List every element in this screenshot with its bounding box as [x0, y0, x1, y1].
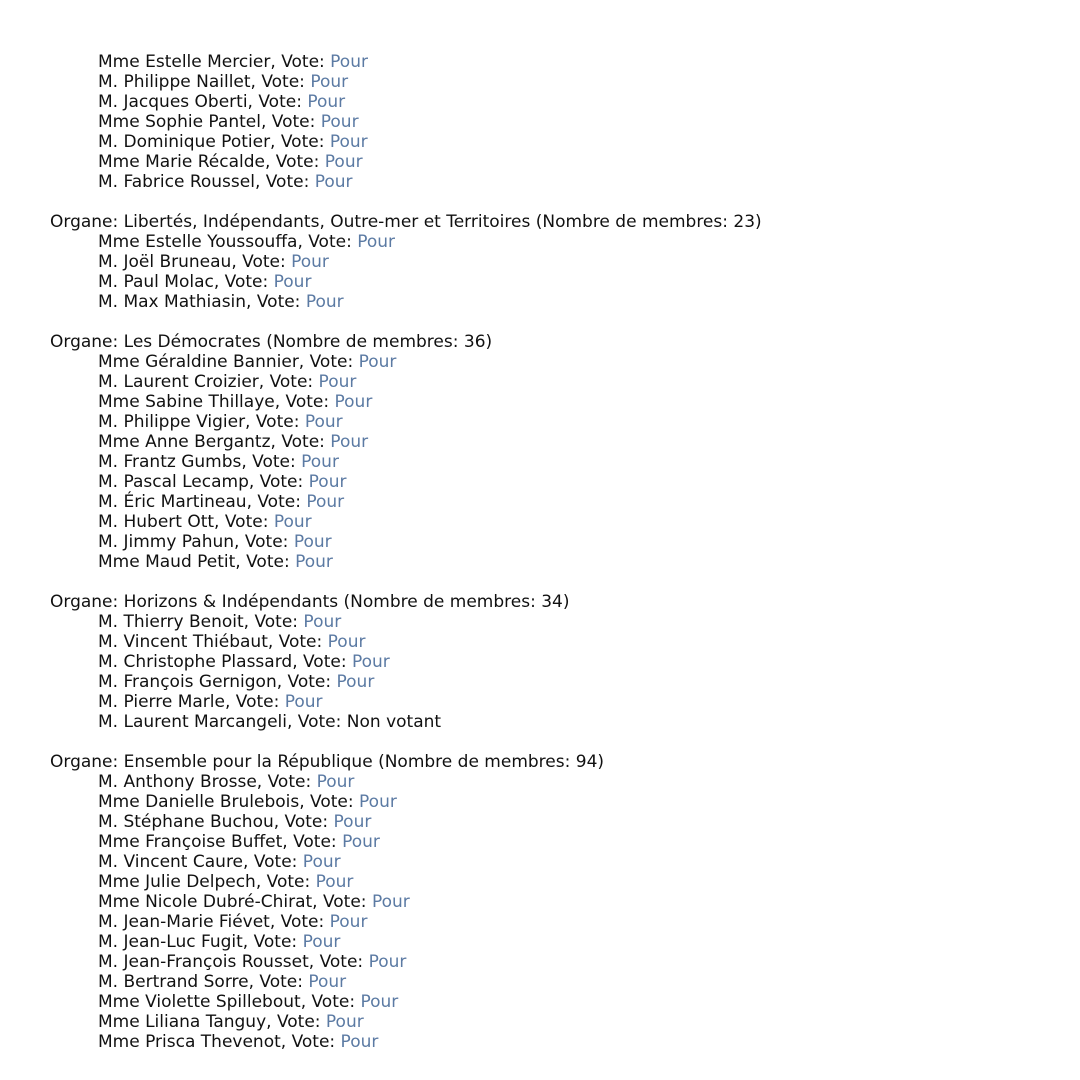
member-name: Mme Nicole Dubré-Chirat, Vote:	[98, 892, 372, 912]
organe-name: Horizons & Indépendants	[123, 592, 339, 612]
member-count-close: )	[755, 212, 762, 232]
member-vote-line	[50, 692, 1050, 712]
member-vote-line	[50, 672, 1050, 692]
member-vote-line	[50, 792, 1050, 812]
member-vote-line	[50, 292, 1050, 312]
member-vote-line	[50, 272, 1050, 292]
member-name: M. Hubert Ott, Vote:	[98, 512, 274, 532]
organe-heading	[50, 212, 1050, 232]
member-vote-line	[50, 412, 1050, 432]
member-name: M. François Gernigon, Vote:	[98, 672, 337, 692]
vote-value: Pour	[371, 892, 410, 912]
member-vote-line	[50, 952, 1050, 972]
vote-value: Pour	[295, 552, 333, 572]
member-vote-line	[50, 612, 1050, 632]
member-vote-line	[50, 932, 1050, 952]
member-name: Mme Sabine Thillaye, Vote:	[98, 392, 335, 412]
member-vote-line	[50, 772, 1050, 792]
vote-value: Pour	[273, 272, 312, 292]
organe-name: Libertés, Indépendants, Outre-mer et Territoires	[123, 212, 531, 232]
member-vote-line	[50, 172, 1050, 192]
vote-value: Pour	[358, 352, 397, 372]
member-name: Mme Maud Petit, Vote:	[98, 552, 296, 572]
group-spacer	[50, 192, 1050, 212]
vote-value: Pour	[302, 932, 341, 952]
member-vote-line	[50, 472, 1050, 492]
member-vote-line	[50, 512, 1050, 532]
member-name: M. Philippe Vigier, Vote:	[98, 412, 305, 432]
vote-value: Pour	[316, 772, 355, 792]
vote-value: Pour	[368, 952, 407, 972]
member-vote-line	[50, 872, 1050, 892]
member-vote-line	[50, 232, 1050, 252]
vote-value: Pour	[308, 472, 347, 492]
member-vote-line	[50, 1032, 1050, 1052]
member-name: M. Laurent Marcangeli, Vote:	[98, 712, 347, 732]
member-list-continued	[50, 52, 1050, 192]
member-count-label: (Nombre de membres:	[260, 332, 464, 352]
vote-value: Pour	[330, 432, 369, 452]
vote-value: Pour	[284, 692, 323, 712]
member-vote-line	[50, 132, 1050, 152]
member-name: M. Pascal Lecamp, Vote:	[98, 472, 309, 492]
vote-value: Pour	[342, 832, 380, 852]
vote-value: Pour	[334, 392, 373, 412]
vote-value: Pour	[305, 292, 344, 312]
member-name: M. Vincent Caure, Vote:	[98, 852, 303, 872]
vote-value: Pour	[324, 152, 363, 172]
member-name: M. Thierry Benoit, Vote:	[98, 612, 304, 632]
organe-name: Ensemble pour la République	[123, 752, 373, 772]
member-name: M. Anthony Brosse, Vote:	[98, 772, 317, 792]
vote-value: Pour	[327, 632, 366, 652]
organe-heading	[50, 332, 1050, 352]
member-name: M. Jacques Oberti, Vote:	[98, 92, 308, 112]
member-vote-line	[50, 552, 1050, 572]
organe-section	[50, 212, 1050, 312]
vote-value: Pour	[340, 1032, 379, 1052]
vote-value: Pour	[303, 612, 342, 632]
member-name: M. Vincent Thiébaut, Vote:	[98, 632, 328, 652]
member-vote-line	[50, 152, 1050, 172]
member-count-label: (Nombre de membres:	[338, 592, 542, 612]
vote-value: Pour	[293, 532, 332, 552]
member-vote-line	[50, 112, 1050, 132]
member-name: M. Éric Martineau, Vote:	[98, 492, 307, 512]
vote-value: Pour	[360, 992, 399, 1012]
member-name: Mme Prisca Thevenot, Vote:	[98, 1032, 341, 1052]
member-name: Mme Liliana Tanguy, Vote:	[98, 1012, 326, 1032]
vote-value: Pour	[357, 232, 396, 252]
member-name: Mme Violette Spillebout, Vote:	[98, 992, 361, 1012]
member-name: Mme Sophie Pantel, Vote:	[98, 112, 321, 132]
member-count: 36	[463, 332, 486, 352]
member-name: M. Christophe Plassard, Vote:	[98, 652, 352, 672]
member-name: M. Philippe Naillet, Vote:	[98, 72, 311, 92]
member-vote-line	[50, 432, 1050, 452]
member-vote-line	[50, 832, 1050, 852]
member-name: Mme Françoise Buffet, Vote:	[98, 832, 343, 852]
member-vote-line	[50, 72, 1050, 92]
member-name: M. Stéphane Buchou, Vote:	[98, 812, 334, 832]
vote-value: Pour	[329, 132, 368, 152]
member-name: M. Jean-François Rousset, Vote:	[98, 952, 369, 972]
member-vote-line	[50, 632, 1050, 652]
member-vote-line	[50, 352, 1050, 372]
member-name: M. Max Mathiasin, Vote:	[98, 292, 306, 312]
member-count: 23	[733, 212, 756, 232]
member-vote-line	[50, 92, 1050, 112]
member-count-close: )	[562, 592, 570, 612]
member-vote-line	[50, 532, 1050, 552]
group-spacer	[50, 732, 1050, 752]
organe-label: Organe:	[50, 592, 124, 612]
member-name: M. Frantz Gumbs, Vote:	[98, 452, 302, 472]
vote-value: Pour	[330, 52, 368, 72]
organe-heading	[50, 592, 1050, 612]
member-vote-line	[50, 892, 1050, 912]
member-name: M. Jimmy Pahun, Vote:	[98, 532, 294, 552]
organe-heading	[50, 752, 1050, 772]
member-vote-line	[50, 972, 1050, 992]
member-vote-line	[50, 812, 1050, 832]
vote-value: Pour	[307, 92, 346, 112]
member-name: Mme Julie Delpech, Vote:	[98, 872, 316, 892]
vote-value: Pour	[320, 112, 359, 132]
member-name: Mme Marie Récalde, Vote:	[98, 152, 325, 172]
member-name: M. Pierre Marle, Vote:	[98, 692, 285, 712]
member-name: M. Fabrice Roussel, Vote:	[98, 172, 315, 192]
member-name: M. Laurent Croizier, Vote:	[98, 372, 319, 392]
member-count: 94	[575, 752, 598, 772]
member-vote-line	[50, 252, 1050, 272]
vote-value: Pour	[302, 852, 341, 872]
vote-value: Pour	[336, 672, 375, 692]
member-name: M. Jean-Luc Fugit, Vote:	[98, 932, 303, 952]
organe-label: Organe:	[50, 752, 124, 772]
vote-value: Pour	[359, 792, 397, 812]
member-name: M. Joël Bruneau, Vote:	[98, 252, 292, 272]
vote-value: Pour	[308, 972, 347, 992]
member-vote-line	[50, 992, 1050, 1012]
organe-name: Les Démocrates	[123, 332, 261, 352]
member-name: Mme Anne Bergantz, Vote:	[98, 432, 331, 452]
vote-value: Pour	[304, 412, 343, 432]
member-name: M. Paul Molac, Vote:	[98, 272, 274, 292]
member-vote-line	[50, 52, 1050, 72]
organe-label: Organe:	[50, 212, 124, 232]
member-vote-line	[50, 492, 1050, 512]
vote-value: Pour	[325, 1012, 364, 1032]
vote-value: Pour	[273, 512, 312, 532]
vote-document	[50, 52, 1050, 1052]
member-name: M. Dominique Potier, Vote:	[98, 132, 330, 152]
member-count-label: (Nombre de membres:	[530, 212, 734, 232]
member-name: M. Bertrand Sorre, Vote:	[98, 972, 309, 992]
organe-section	[50, 752, 1050, 1052]
member-vote-line	[50, 852, 1050, 872]
group-spacer	[50, 572, 1050, 592]
member-name: M. Jean-Marie Fiévet, Vote:	[98, 912, 330, 932]
vote-value: Pour	[301, 452, 339, 472]
member-count-close: )	[485, 332, 493, 352]
member-vote-line	[50, 712, 1050, 732]
vote-value: Pour	[314, 172, 353, 192]
member-name: Mme Géraldine Bannier, Vote:	[98, 352, 359, 372]
vote-value: Pour	[333, 812, 372, 832]
member-vote-line	[50, 652, 1050, 672]
organe-section	[50, 332, 1050, 572]
vote-value: Pour	[310, 72, 349, 92]
vote-value: Pour	[351, 652, 390, 672]
member-vote-line	[50, 392, 1050, 412]
member-name: Mme Danielle Brulebois, Vote:	[98, 792, 360, 812]
member-count-label: (Nombre de membres:	[372, 752, 576, 772]
member-vote-line	[50, 1012, 1050, 1032]
member-name: Mme Estelle Mercier, Vote:	[98, 52, 331, 72]
member-vote-line	[50, 912, 1050, 932]
member-vote-line	[50, 372, 1050, 392]
group-spacer	[50, 312, 1050, 332]
organe-label: Organe:	[50, 332, 124, 352]
member-count-close: )	[597, 752, 605, 772]
member-name: Mme Estelle Youssouffa, Vote:	[98, 232, 358, 252]
vote-value: Pour	[315, 872, 354, 892]
member-vote-line	[50, 452, 1050, 472]
member-count: 34	[541, 592, 563, 612]
vote-value: Pour	[291, 252, 329, 272]
vote-value: Pour	[318, 372, 357, 392]
vote-value: Pour	[329, 912, 368, 932]
vote-value: Pour	[306, 492, 345, 512]
organe-section	[50, 592, 1050, 732]
vote-value: Non votant	[346, 712, 442, 732]
